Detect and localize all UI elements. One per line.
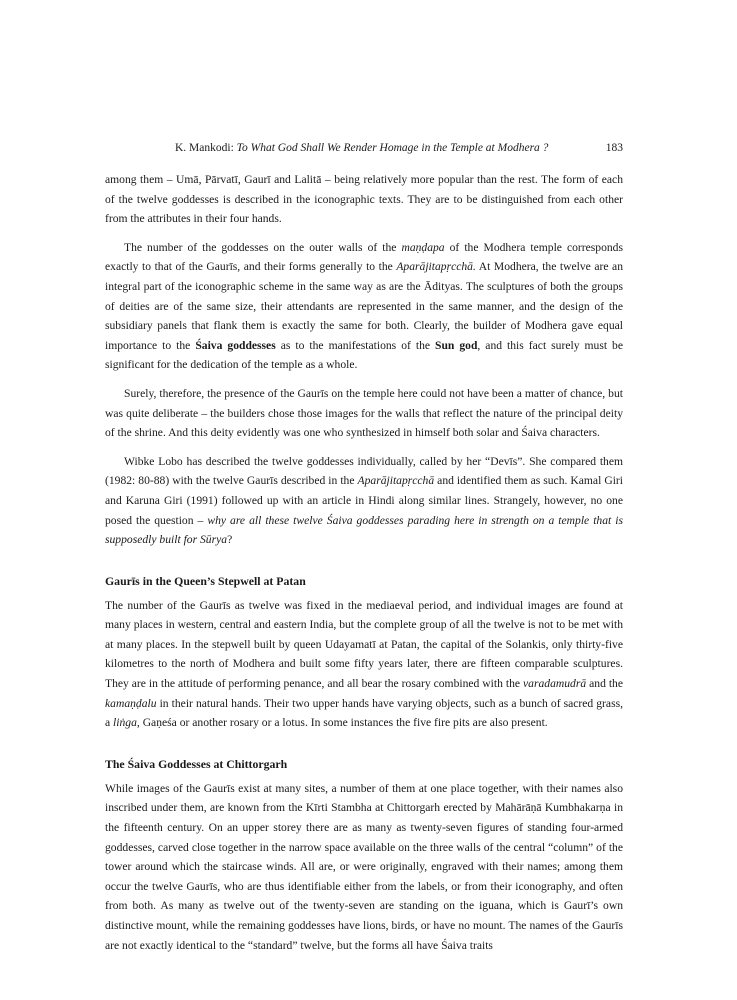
- paragraph-5-text-3: in their natural hands. Their two upper hands have varying objects, such as a bunch of sacred grass, a: [105, 696, 623, 730]
- paragraph-5: [105, 596, 623, 733]
- paragraph-5-text-2: and the: [586, 677, 623, 691]
- paragraph-5-italic-1: varadamudrā: [523, 677, 587, 691]
- paragraph-4-text-2: and identified them as such. Kamal Giri and Karuna Giri (1991) followed up with an article in Hindi along similar lines. Strangely, however, no one posed the question –: [105, 474, 623, 527]
- paragraph-5-italic-3: liṅga: [113, 716, 137, 730]
- paragraph-2-bold-2: Sun god: [435, 338, 478, 352]
- paragraph-2-text-4: as to the manifestations of the: [275, 338, 436, 352]
- paragraph-4-text-3: ?: [227, 533, 233, 547]
- paragraph-2-text-2: of the Modhera temple corresponds exactly to that of the Gaurīs, and their forms generally to the: [105, 240, 623, 274]
- paragraph-5-text-1: The number of the Gaurīs as twelve was fixed in the mediaeval period, and individual images are found at many places in western, central and eastern India, but the complete group of all the twelve is not to be met with at many places. In the stepwell built by queen Udayamatī at Patan, the capital of the Solankis, only thirty-five kilometres to the north of Modhera and built some fifty years later, there are fifteen comparable sculptures. They are in the attitude of performing penance, and all bear the rosary combined with the: [105, 598, 623, 691]
- body-text: [105, 170, 623, 955]
- paragraph-4-italic-1: Aparājitapṛcchā: [357, 474, 435, 488]
- paragraph-6: [105, 779, 623, 955]
- paragraph-2-bold-1: Śaiva goddesses: [195, 338, 276, 352]
- paragraph-1-text: among them – Umā, Pārvatī, Gaurī and Lalitā – being relatively more popular than the rest. The form of each of the twelve goddesses is described in the iconographic texts. They are to be distinguished from each other from the attributes in their four hands.: [105, 173, 623, 226]
- section-heading-chittorgarh: The Śaiva Goddesses at Chittorgarh: [105, 756, 288, 771]
- running-head-article-title: To What God Shall We Render Homage in the Temple at Modhera ?: [236, 142, 549, 154]
- paragraph-2: [105, 238, 623, 375]
- paragraph-6-text: While images of the Gaurīs exist at many sites, a number of them at one place together, with their names also inscribed under them, are known from the Kīrti Stambha at Chittorgarh erected by Mahārāṇā Kumbhakarṇa in the fifteenth century. On an upper storey there are as many as twenty-seven figures of standing four-armed goddesses, carved close together in the narrow space available on the three walls of the central “column” of the tower around which the staircase winds. All are, or were originally, engraved with their names; among them occur the twelve Gaurīs, who are thus identifiable either from the labels, or from their iconography, and often from both. As many as twelve out of the twenty-seven are standing on the iguana, which is Gaurī’s own distinctive mount, while the remaining goddesses have lions, birds, or have no mount. The names of the Gaurīs are not exactly identical to the “standard” twelve, but the forms all have Śaiva traits: [105, 781, 623, 952]
- paragraph-2-text-3: At Modhera, the twelve are an integral part of the iconographic scheme in the same way as are the Ādityas. The sculptures of both the groups of deities are of the same size, their attendants are represented in the same manner, and the design of the subsidiary panels that flank them is exactly the same for both. Clearly, the builder of Modhera gave equal importance to the: [105, 260, 623, 352]
- paragraph-2-text-5: , and this fact surely must be significant for the dedication of the temple as a whole.: [105, 338, 623, 372]
- running-head-title: [175, 141, 548, 155]
- paragraph-3-text: Surely, therefore, the presence of the Gaurīs on the temple here could not have been a matter of chance, but was quite deliberate – the builders chose those images for the walls that reflect the nature of the principal deity of the shrine. And this deity evidently was one who synthesized in himself both solar and Śaiva characters.: [105, 386, 623, 440]
- paragraph-4: [105, 452, 623, 550]
- page-number: 183: [605, 142, 623, 154]
- paragraph-5-italic-2: kamaṇḍalu: [105, 696, 157, 710]
- paragraph-5-text-4: , Gaṇeśa or another rosary or a lotus. In some instances the five fire pits are also present.: [136, 716, 548, 730]
- paragraph-2-text-1: The number of the goddesses on the outer walls of the: [124, 240, 402, 254]
- paragraph-1: [105, 170, 623, 229]
- paragraph-3: [105, 384, 623, 443]
- paragraph-4-text-1: Wibke Lobo has described the twelve goddesses individually, called by her “Devīs”. She compared them (1982: 80-88) with the twelve Gaurīs described in the: [105, 454, 623, 488]
- paragraph-4-italic-2: why are all these twelve Śaiva goddesses parading here in strength on a temple that is supposedly built for Sūrya: [105, 513, 623, 547]
- running-head-author: K. Mankodi:: [175, 142, 237, 154]
- section-heading-patan: Gaurīs in the Queen’s Stepwell at Patan: [105, 573, 306, 588]
- paragraph-2-italic-2: Aparājitapṛcchā.: [396, 260, 476, 274]
- paragraph-2-italic-1: maṇḍapa: [401, 240, 445, 254]
